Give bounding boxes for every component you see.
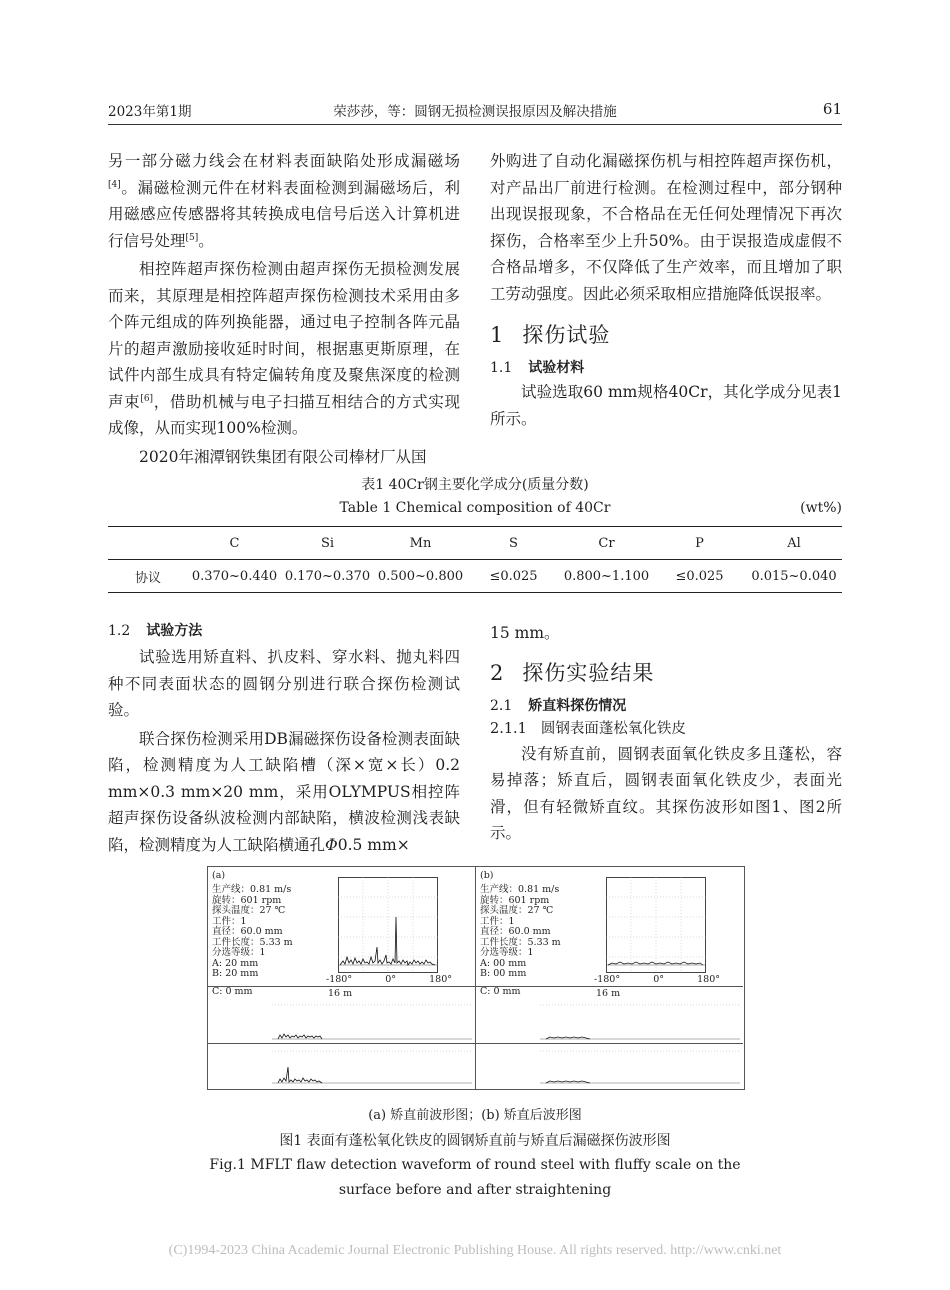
- left-column: [108, 148, 460, 470]
- table-row: 协议 0.370~0.440 0.170~0.370 0.500~0.800 ≤0.025 0.800~1.100 ≤0.025 0.015~0.040: [134, 568, 837, 586]
- c-label: C: 0 mm: [212, 986, 253, 997]
- paragraph: 相控阵超声探伤检测由超声探伤无损检测发展而来，其原理是相控阵超声探伤检测技术采用由多个阵元组成的阵列换能器，通过电子控制各阵元晶片的超声激励接收延时时间，根据惠更斯原理，在试件内部生成具有特定偏转角度及聚焦深度的检测声束[6]，借助机械与电子扫描互相结合的方式实现成像，从而实现100%检测。: [108, 260, 460, 437]
- figure-caption-en-line1: Fig.1 MFLT flaw detection waveform of round steel with fluffy scale on the: [209, 1157, 741, 1173]
- running-title: 荣莎莎，等：圆钢无损检测误报原因及解决措施: [333, 104, 617, 120]
- citation[interactable]: [6]: [140, 393, 154, 404]
- subsection-heading: 1.2 试验方法: [108, 623, 203, 639]
- page-number: 61: [822, 100, 842, 118]
- paragraph: 试验选用矫直料、扒皮料、穿水料、抛丸料四种不同表面状态的圆钢分别进行联合探伤检测试验。: [108, 648, 460, 719]
- paragraph: 没有矫直前，圆钢表面氧化铁皮多且蓬松，容易掉落；矫直后，圆钢表面氧化铁皮少，表面光滑，但有轻微矫直纹。其探伤波形如图1、图2所示。: [490, 744, 842, 842]
- right-column-lower: [490, 620, 842, 847]
- c-label: C: 0 mm: [480, 986, 521, 997]
- waveform-track-1: [540, 999, 740, 1043]
- params-list: 生产线：0.81 m/s 旋转：601 rpm 探头温度：27 ℃ 工件：1 直径：60.0 mm 工件长度：5.33 m 分选等级：1 A: 00 mm B: 00 mm: [480, 884, 561, 979]
- figure-subcaption: (a) 矫直前波形图；(b) 矫直后波形图: [368, 1108, 582, 1123]
- figure-caption-cn: 图1 表面有蓬松氧化铁皮的圆钢矫直前与矫直后漏磁探伤波形图: [279, 1133, 671, 1149]
- figure-panel-b: [476, 867, 743, 1089]
- citation[interactable]: [5]: [185, 232, 199, 243]
- paragraph: 试验选取60 mm规格40Cr，其化学成分见表1所示。: [490, 383, 842, 428]
- panel-tag: (b): [480, 870, 494, 881]
- table-title-cn: 表1 40Cr钢主要化学成分(质量分数): [361, 477, 589, 493]
- copyright-footer: (C)1994-2023 China Academic Journal Electronic Publishing House. All rights reserved. http://www.cnki.net: [168, 1243, 782, 1258]
- paragraph: 15 mm。: [490, 624, 560, 642]
- subsubsection-heading: 2.1.1 圆钢表面蓬松氧化铁皮: [490, 720, 686, 737]
- polar-scan-plot: [606, 877, 706, 973]
- citation[interactable]: [4]: [108, 179, 121, 190]
- section-heading: 2 探伤实验结果: [490, 660, 655, 685]
- angle-axis: -180° 0° 180°: [594, 974, 720, 985]
- paragraph: 2020年湘潭钢铁集团有限公司棒材厂从国: [139, 447, 427, 466]
- chemical-table: [108, 526, 842, 593]
- length-label: 16 m: [596, 988, 621, 999]
- waveform-track-2: [540, 1045, 740, 1087]
- paragraph: 另一部分磁力线会在材料表面缺陷处形成漏磁场[4]。漏磁检测元件在材料表面检测到漏磁场后，利用磁感应传感器将其转换成电信号后送入计算机进行信号处理[5]。: [108, 152, 460, 250]
- params-list: 生产线：0.81 m/s 旋转：601 rpm 探头温度：27 ℃ 工件：1 直径：60.0 mm 工件长度：5.33 m 分选等级：1 A: 20 mm B: 20 mm: [212, 884, 293, 979]
- figure-panel-a: [208, 867, 476, 1089]
- left-column-lower: [108, 620, 460, 858]
- figure-caption-en-line2: surface before and after straightening: [338, 1182, 612, 1198]
- panel-tag: (a): [212, 870, 226, 881]
- table-title-en: Table 1 Chemical composition of 40Cr: [339, 500, 611, 516]
- table-unit: (wt%): [800, 500, 842, 516]
- section-heading: 1 探伤试验: [490, 323, 611, 347]
- waveform-track-2: [272, 1045, 472, 1087]
- length-label: 16 m: [328, 988, 353, 999]
- right-column: [490, 148, 842, 432]
- subsection-heading: 1.1 试验材料: [490, 360, 585, 376]
- paragraph: 外购进了自动化漏磁探伤机与相控阵超声探伤机，对产品出厂前进行检测。在检测过程中，部分钢种出现误报现象，不合格品在无任何处理情况下再次探伤，合格率至少上升50%。由于误报造成虚假不合格品增多，不仅降低了生产效率，而且增加了职工劳动强度。因此必须采取相应措施降低误报率。: [490, 152, 842, 303]
- table-header-row: C Si Mn S Cr P Al: [108, 527, 842, 560]
- header-rule: [108, 124, 842, 125]
- journal-issue: 2023年第1期: [108, 104, 192, 120]
- angle-axis: -180° 0° 180°: [326, 974, 452, 985]
- figure-1: [207, 866, 745, 1090]
- waveform-track-1: [272, 999, 472, 1043]
- subsection-heading: 2.1 矫直料探伤情况: [490, 697, 627, 714]
- polar-scan-plot: [338, 877, 438, 973]
- paragraph: 联合探伤检测采用DB漏磁探伤设备检测表面缺陷，检测精度为人工缺陷槽（深×宽×长）0.2 mm×0.3 mm×20 mm，采用OLYMPUS相控阵超声探伤设备纵波检测内部缺陷，横波检测浅表缺陷，检测精度为人工缺陷横通孔Φ0.5 mm×: [108, 729, 460, 854]
